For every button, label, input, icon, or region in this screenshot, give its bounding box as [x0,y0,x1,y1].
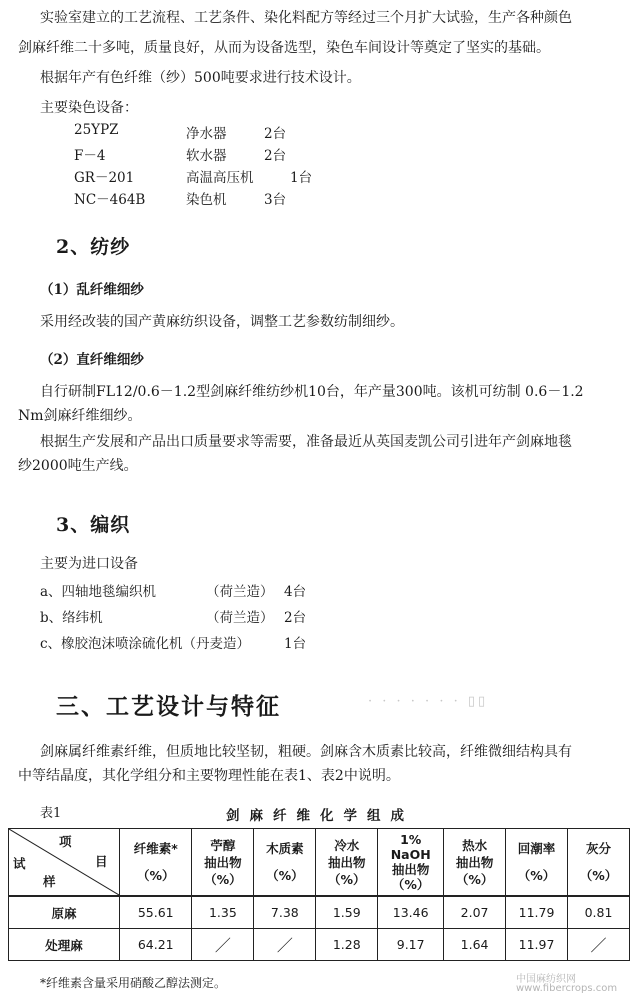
intro-line-1: 实验室建立的工艺流程、工艺条件、染化料配方等经过三个月扩大试验，生产各种颜色 [40,10,572,26]
process-para-line-2: 中等结晶度，其化学组分和主要物理性能在表1、表2中说明。 [18,768,400,784]
weaving-item-label: c、橡胶泡沫喷涂硫化机（丹麦造） [40,636,251,652]
column-header-line: 回潮率 [517,841,556,856]
table-cell: 64.21 [120,929,192,961]
straight-fiber-line-2: Nm剑麻纤维细纱。 [18,408,142,424]
column-header-line: 1% [400,832,422,847]
intro-line-3: 根据年产有色纤维（纱）500吨要求进行技术设计。 [40,70,361,86]
weaving-item-qty: 2台 [284,610,307,626]
weaving-intro: 主要为进口设备 [40,556,138,572]
subheading-random-fiber: （1）乱纤维细纱 [40,282,144,298]
corner-label-item-2: 目 [95,854,108,869]
table-cell: 55.61 [120,896,192,929]
weaving-equipment-item [0,632,640,652]
watermark-line-1: 中国麻纺织网 [516,974,576,985]
weaving-equipment-item [0,606,640,626]
column-header [506,829,568,897]
equipment-model: GR－201 [74,170,135,186]
column-header [120,829,192,897]
equipment-qty: 2台 [264,126,287,142]
column-header-line: 苧醇 [210,837,236,853]
equipment-row [0,166,640,186]
straight-fiber-line-1: 自行研制FL12/0.6－1.2型剑麻纤维纺纱机10台，年产量300吨。该机可纺制 0.6－1.2 [40,384,584,400]
column-header-line: 灰分 [585,841,611,856]
table-footnote: *纤维素含量采用硝酸乙醇法测定。 [40,976,227,990]
column-header [568,829,630,897]
equipment-name: 净水器 [186,126,227,142]
scan-noise: · · · · · · · ▯▯ [368,694,489,709]
table-cell: 1.59 [316,896,378,929]
column-header [316,829,378,897]
section-heading-weaving: 3、编织 [56,514,131,536]
weaving-equipment-item [0,580,640,600]
equipment-heading: 主要染色设备： [40,100,138,116]
table-cell: 0.81 [568,896,630,929]
intro-line-2: 剑麻纤维二十多吨，质量良好，从而为设备选型，染色车间设计等奠定了坚实的基础。 [18,40,550,56]
column-header-unit: （%） [266,868,304,883]
table-cell: ／ [192,929,254,961]
sample-name: 处理麻 [9,929,120,961]
column-header-unit: （%） [579,868,618,883]
weaving-item-label: a、四轴地毯编织机 [40,584,157,600]
spacer [568,857,629,867]
table-cell: 2.07 [444,896,506,929]
equipment-row [0,122,640,142]
corner-label-sample-1: 试 [13,856,26,871]
equipment-qty: 3台 [264,192,287,208]
table-cell: 9.17 [378,929,444,961]
column-header-line: 抽出物 [391,862,430,877]
section-heading-process-design: 三、工艺设计与特征 [56,693,281,720]
table-cell: ／ [568,929,630,961]
table-label: 表1 [40,806,62,821]
table-cell: 7.38 [254,896,316,929]
weaving-item-qty: 4台 [284,584,307,600]
weaving-item-label: b、络纬机 [40,610,103,626]
weaving-item-origin: （荷兰造） [206,610,274,626]
column-header-line: 木质素 [266,841,304,856]
table-cell: 13.46 [378,896,444,929]
equipment-row [0,144,640,164]
column-header-line: NaOH [390,847,431,862]
column-header-line: 抽出物 [455,854,494,870]
column-header-unit: （%） [391,877,430,892]
equipment-qty: 1台 [290,170,313,186]
table-title: 剑麻纤维化学组成 [226,808,414,824]
column-header [192,829,254,897]
column-header-unit: （%） [136,868,175,883]
column-header-line: 抽出物 [328,854,366,870]
process-para-line-1: 剑麻属纤维素纤维，但质地比较坚韧，粗硬。剑麻含木质素比较高，纤维微细结构具有 [40,744,572,760]
chemical-composition-table [8,828,630,961]
spacer [120,857,191,867]
column-header [378,829,444,897]
equipment-name: 染色机 [186,192,227,208]
spacer [254,857,315,867]
column-header-unit: （%） [455,871,494,887]
equipment-model: F－4 [74,148,106,164]
table-row [9,896,630,929]
table-cell: 1.28 [316,929,378,961]
corner-label-item-1: 项 [59,834,72,849]
column-header-unit: （%） [204,871,242,887]
random-fiber-text: 采用经改装的国产黄麻纺织设备，调整工艺参数纺制细纱。 [40,314,404,330]
equipment-model: NC－464B [74,192,146,208]
table-cell: 1.35 [192,896,254,929]
table-cell: 11.79 [506,896,568,929]
equipment-name: 软水器 [186,148,227,164]
equipment-row [0,188,640,208]
weaving-item-origin: （荷兰造） [206,584,274,600]
column-header-line: 热水 [462,837,488,853]
straight-fiber-line-4: 纱2000吨生产线。 [18,458,138,474]
table-row [9,929,630,961]
column-header-unit: （%） [328,871,366,887]
column-header-line: 冷水 [334,837,360,853]
equipment-model: 25YPZ [74,122,119,138]
table-cell: 1.64 [444,929,506,961]
equipment-name: 高温高压机 [186,170,254,186]
column-header [444,829,506,897]
equipment-qty: 2台 [264,148,287,164]
section-heading-spinning: 2、纺纱 [56,236,131,258]
corner-label-sample-2: 样 [43,874,56,889]
column-header-unit: （%） [517,868,556,883]
spacer [506,857,567,867]
column-header-line: 纤维素* [133,841,178,856]
table-cell: ／ [254,929,316,961]
weaving-item-qty: 1台 [284,636,307,652]
straight-fiber-line-3: 根据生产发展和产品出口质量要求等需要，准备最近从英国麦凯公司引进年产剑麻地毯 [40,434,572,450]
column-header [254,829,316,897]
table-corner-header [9,829,120,897]
table-cell: 11.97 [506,929,568,961]
subheading-straight-fiber: （2）直纤维细纱 [40,352,144,368]
column-header-line: 抽出物 [204,854,242,870]
watermark-line-2: www.fibercrops.com [516,983,618,994]
sample-name: 原麻 [9,896,120,929]
